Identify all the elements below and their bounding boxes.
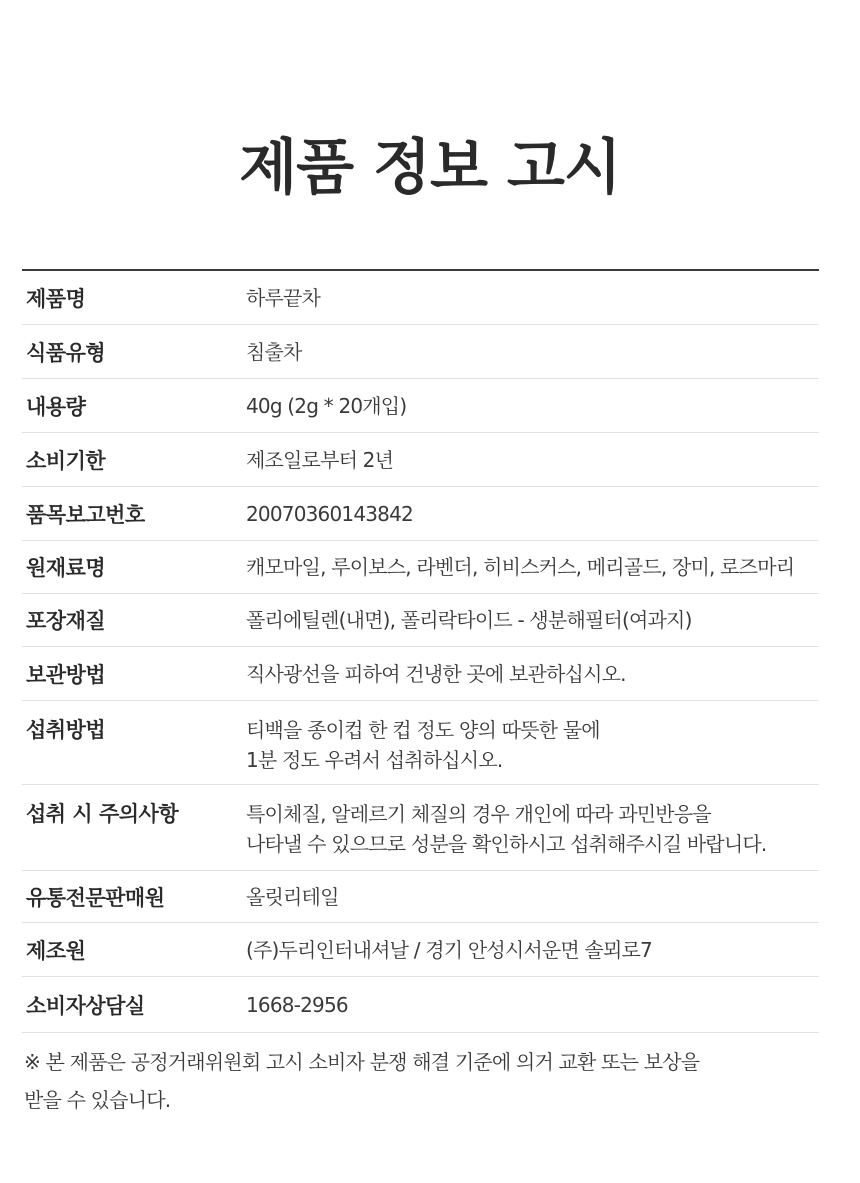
table-row-packaging	[22, 594, 819, 647]
row-label: 소비기한	[26, 448, 106, 473]
table-row-report-number	[22, 487, 819, 541]
row-label: 섭취방법	[26, 718, 106, 742]
row-value: 40g (2g * 20개입)	[246, 393, 407, 418]
row-value: 20070360143842	[246, 501, 413, 526]
row-label: 유통전문판매원	[26, 885, 165, 910]
page-title: 제품 정보 고시	[239, 133, 621, 203]
table-row-content-amount	[22, 379, 819, 433]
product-info-table	[22, 269, 819, 1033]
table-row-expiry	[22, 433, 819, 487]
row-value: 특이체질, 알레르기 체질의 경우 개인에 따라 과민반응을 나타낼 수 있으므로 성분을 확인하시고 섭취해주시길 바랍니다.	[246, 802, 767, 856]
row-value: 티백을 종이컵 한 컵 정도 양의 따뜻한 물에 1분 정도 우려서 섭취하십시오.	[246, 718, 600, 772]
notice-text: ※ 본 제품은 공정거래위원회 고시 소비자 분쟁 해결 기준에 의거 교환 또는 보상을 받을 수 있습니다.	[24, 1050, 700, 1112]
table-row-customer-service	[22, 977, 819, 1033]
row-value: 1668-2956	[246, 992, 348, 1017]
table-row-distributor	[22, 871, 819, 923]
table-row-intake-method	[22, 701, 819, 785]
row-label: 제품명	[26, 286, 86, 311]
row-value: 폴리에틸렌(내면), 폴리락타이드 - 생분해필터(여과지)	[246, 608, 692, 632]
row-value: 침출차	[246, 339, 302, 364]
row-label: 원재료명	[26, 556, 106, 580]
row-value: 캐모마일, 루이보스, 라벤더, 히비스커스, 메리골드, 장미, 로즈마리	[246, 555, 795, 579]
table-row-food-type	[22, 325, 819, 379]
row-label: 제조원	[26, 938, 86, 963]
row-label: 품목보고번호	[26, 502, 145, 527]
table-row-ingredients	[22, 541, 819, 594]
row-label: 내용량	[26, 394, 86, 419]
row-value: 올릿리테일	[246, 884, 339, 909]
row-label: 보관방법	[26, 662, 106, 687]
table-row-storage	[22, 647, 819, 701]
row-label: 식품유형	[26, 340, 106, 365]
row-label: 포장재질	[26, 609, 106, 633]
row-value: 제조일로부터 2년	[246, 447, 394, 472]
row-value: 하루끝차	[246, 285, 321, 310]
row-value: (주)두리인터내셔날 / 경기 안성시서운면 솔뫼로7	[246, 937, 652, 962]
row-label: 섭취 시 주의사항	[26, 802, 179, 826]
table-row-intake-caution	[22, 785, 819, 871]
row-value: 직사광선을 피하여 건냉한 곳에 보관하십시오.	[246, 661, 626, 686]
table-row-product-name	[22, 271, 819, 325]
row-label: 소비자상담실	[26, 993, 145, 1018]
table-row-manufacturer	[22, 923, 819, 977]
